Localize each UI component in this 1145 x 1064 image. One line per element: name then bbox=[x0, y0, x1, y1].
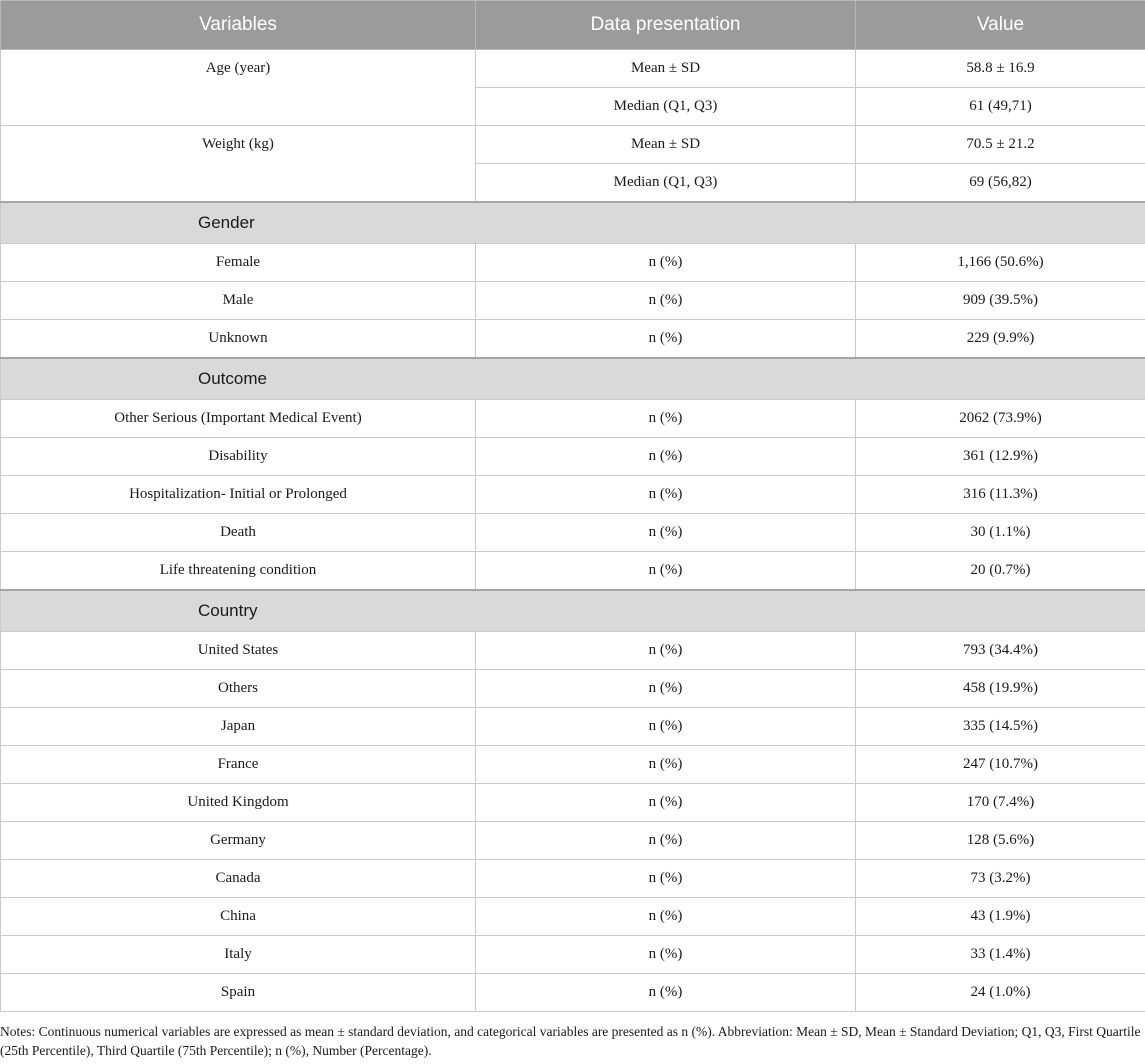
value-cell: 793 (34.4%) bbox=[856, 632, 1145, 670]
variable-cell: Other Serious (Important Medical Event) bbox=[1, 400, 476, 438]
presentation-cell: n (%) bbox=[476, 320, 856, 359]
table-row bbox=[1, 50, 1145, 88]
presentation-cell: n (%) bbox=[476, 632, 856, 670]
variable-cell: Italy bbox=[1, 936, 476, 974]
variable-cell: Canada bbox=[1, 860, 476, 898]
section-title: Outcome bbox=[1, 358, 1145, 400]
presentation-cell: n (%) bbox=[476, 708, 856, 746]
table-row bbox=[1, 244, 1145, 282]
section-header-country bbox=[1, 590, 1145, 632]
presentation-cell: n (%) bbox=[476, 974, 856, 1012]
value-cell: 58.8 ± 16.9 bbox=[856, 50, 1145, 88]
presentation-cell: n (%) bbox=[476, 244, 856, 282]
section-header-gender bbox=[1, 202, 1145, 244]
table-row bbox=[1, 632, 1145, 670]
variable-cell: Disability bbox=[1, 438, 476, 476]
presentation-cell: n (%) bbox=[476, 282, 856, 320]
table-row bbox=[1, 438, 1145, 476]
value-cell: 247 (10.7%) bbox=[856, 746, 1145, 784]
presentation-cell: n (%) bbox=[476, 860, 856, 898]
value-cell: 33 (1.4%) bbox=[856, 936, 1145, 974]
value-cell: 70.5 ± 21.2 bbox=[856, 126, 1145, 164]
presentation-cell: Median (Q1, Q3) bbox=[476, 164, 856, 203]
table-row bbox=[1, 126, 1145, 164]
value-cell: 30 (1.1%) bbox=[856, 514, 1145, 552]
variable-cell: Unknown bbox=[1, 320, 476, 359]
variable-cell: Life threatening condition bbox=[1, 552, 476, 591]
table-row bbox=[1, 936, 1145, 974]
header-variables: Variables bbox=[1, 1, 476, 50]
variable-cell: Japan bbox=[1, 708, 476, 746]
presentation-cell: n (%) bbox=[476, 784, 856, 822]
presentation-cell: n (%) bbox=[476, 552, 856, 591]
value-cell: 458 (19.9%) bbox=[856, 670, 1145, 708]
header-value: Value bbox=[856, 1, 1145, 50]
value-cell: 335 (14.5%) bbox=[856, 708, 1145, 746]
table-row bbox=[1, 476, 1145, 514]
value-cell: 20 (0.7%) bbox=[856, 552, 1145, 591]
presentation-cell: n (%) bbox=[476, 822, 856, 860]
value-cell: 24 (1.0%) bbox=[856, 974, 1145, 1012]
value-cell: 361 (12.9%) bbox=[856, 438, 1145, 476]
variable-cell: Hospitalization- Initial or Prolonged bbox=[1, 476, 476, 514]
table-row bbox=[1, 670, 1145, 708]
section-header-outcome bbox=[1, 358, 1145, 400]
presentation-cell: n (%) bbox=[476, 936, 856, 974]
table-row bbox=[1, 746, 1145, 784]
value-cell: 43 (1.9%) bbox=[856, 898, 1145, 936]
variable-cell: Death bbox=[1, 514, 476, 552]
header-row bbox=[1, 1, 1145, 50]
variable-cell: Others bbox=[1, 670, 476, 708]
value-cell: 1,166 (50.6%) bbox=[856, 244, 1145, 282]
table-row bbox=[1, 552, 1145, 591]
value-cell: 2062 (73.9%) bbox=[856, 400, 1145, 438]
presentation-cell: Median (Q1, Q3) bbox=[476, 88, 856, 126]
table-row bbox=[1, 320, 1145, 359]
variable-cell: Age (year) bbox=[1, 50, 476, 126]
presentation-cell: n (%) bbox=[476, 670, 856, 708]
table-row bbox=[1, 822, 1145, 860]
variable-cell: China bbox=[1, 898, 476, 936]
presentation-cell: n (%) bbox=[476, 438, 856, 476]
value-cell: 170 (7.4%) bbox=[856, 784, 1145, 822]
variable-cell: United States bbox=[1, 632, 476, 670]
table-row bbox=[1, 860, 1145, 898]
table-notes: Notes: Continuous numerical variables are expressed as mean ± standard deviation, and categorical variables are presented as n (%). Abbreviation: Mean ± SD, Mean ± Standard Deviation; Q1, Q3, First Quartile (25th Percentile), Third Quartile (75th Percentile); n (%), Number (Percentage). bbox=[0, 1024, 1141, 1058]
presentation-cell: n (%) bbox=[476, 400, 856, 438]
presentation-cell: Mean ± SD bbox=[476, 50, 856, 88]
section-title: Country bbox=[1, 590, 1145, 632]
variable-cell: France bbox=[1, 746, 476, 784]
variable-cell: Germany bbox=[1, 822, 476, 860]
presentation-cell: n (%) bbox=[476, 746, 856, 784]
table-row bbox=[1, 514, 1145, 552]
table-row bbox=[1, 898, 1145, 936]
presentation-cell: n (%) bbox=[476, 476, 856, 514]
value-cell: 229 (9.9%) bbox=[856, 320, 1145, 359]
value-cell: 128 (5.6%) bbox=[856, 822, 1145, 860]
variable-cell: Male bbox=[1, 282, 476, 320]
value-cell: 909 (39.5%) bbox=[856, 282, 1145, 320]
table-row bbox=[1, 784, 1145, 822]
presentation-cell: n (%) bbox=[476, 514, 856, 552]
value-cell: 73 (3.2%) bbox=[856, 860, 1145, 898]
table-row bbox=[1, 282, 1145, 320]
variable-cell: Spain bbox=[1, 974, 476, 1012]
table-row bbox=[1, 974, 1145, 1012]
header-data-presentation: Data presentation bbox=[476, 1, 856, 50]
variable-cell: United Kingdom bbox=[1, 784, 476, 822]
table-row bbox=[1, 400, 1145, 438]
value-cell: 316 (11.3%) bbox=[856, 476, 1145, 514]
presentation-cell: Mean ± SD bbox=[476, 126, 856, 164]
value-cell: 61 (49,71) bbox=[856, 88, 1145, 126]
value-cell: 69 (56,82) bbox=[856, 164, 1145, 203]
variable-cell: Weight (kg) bbox=[1, 126, 476, 203]
presentation-cell: n (%) bbox=[476, 898, 856, 936]
table-row bbox=[1, 708, 1145, 746]
section-title: Gender bbox=[1, 202, 1145, 244]
variable-cell: Female bbox=[1, 244, 476, 282]
